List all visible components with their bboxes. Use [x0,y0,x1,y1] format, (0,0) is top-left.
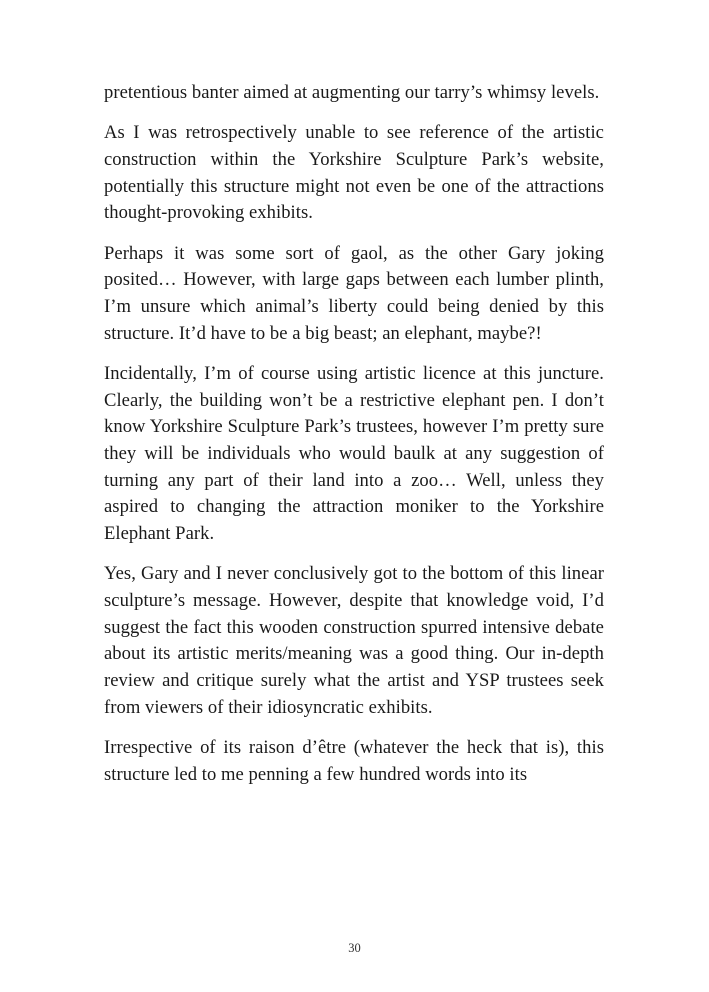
paragraph-2: As I was retrospectively unable to see reference of the artistic construction within the Yorkshire Sculpture Park’s website, potentially this structure might not even be one of the attractions thought-provoking exhibits. [104,122,604,224]
paragraph-6: Irrespective of its raison d’être (whatever the heck that is), this structure led to me penning a few hundred words into its [104,736,604,785]
paragraph-1: pretentious banter aimed at augmenting our tarry’s whimsy levels. [104,82,600,103]
paragraph-3: Perhaps it was some sort of gaol, as the other Gary joking posited… However, with large gaps between each lumber plinth, I’m unsure which animal’s liberty could being denied by this structure. It’d have to be a big beast; an elephant, maybe?! [104,242,604,344]
page-number: 30 [348,941,361,955]
page-body [104,80,604,802]
paragraph-4: Incidentally, I’m of course using artistic licence at this juncture. Clearly, the building won’t be a restrictive elephant pen. I don’t know Yorkshire Sculpture Park’s trustees, however I’m pretty sure they will be individuals who would baulk at any suggestion of turning any part of their land into a zoo… Well, unless they aspired to changing the attraction moniker to the Yorkshire Elephant Park. [104,362,604,545]
paragraph-5: Yes, Gary and I never conclusively got to the bottom of this linear sculpture’s message. However, despite that knowledge void, I’d suggest the fact this wooden construction spurred intensive debate about its artistic merits/meaning was a good thing. Our in-depth review and critique surely what the artist and YSP trustees seek from viewers of their idiosyncratic exhibits. [104,563,604,718]
